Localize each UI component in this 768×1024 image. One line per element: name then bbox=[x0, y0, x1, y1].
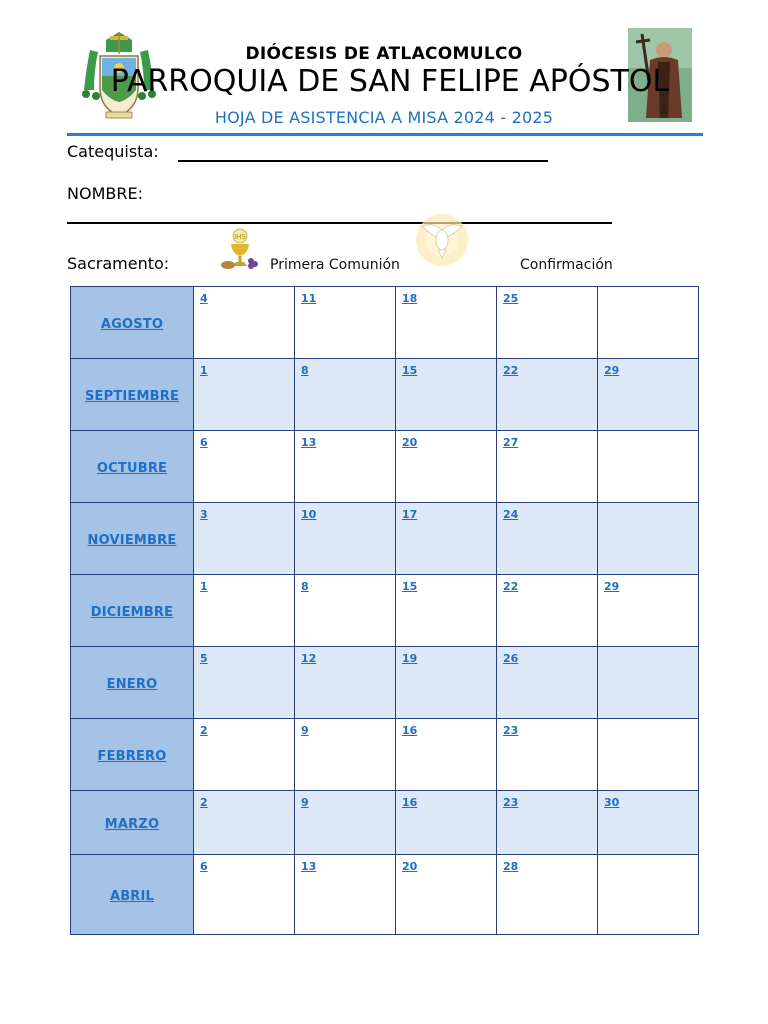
date-cell[interactable] bbox=[396, 791, 497, 855]
date-cell[interactable] bbox=[598, 791, 699, 855]
attendance-row bbox=[71, 855, 699, 935]
month-link[interactable]: SEPTIEMBRE bbox=[84, 389, 180, 404]
date-cell[interactable] bbox=[396, 575, 497, 647]
date-link[interactable]: 30 bbox=[604, 796, 620, 809]
sheet-subtitle: HOJA DE ASISTENCIA A MISA 2024 - 2025 bbox=[214, 108, 554, 127]
diocese-title: DIÓCESIS DE ATLACOMULCO bbox=[245, 44, 523, 64]
nombre-label: NOMBRE: bbox=[67, 184, 143, 203]
date-link[interactable]: 29 bbox=[604, 580, 620, 593]
month-cell bbox=[71, 647, 194, 719]
date-link[interactable]: 5 bbox=[200, 652, 208, 665]
date-link[interactable]: 15 bbox=[402, 580, 418, 593]
month-link[interactable]: NOVIEMBRE bbox=[87, 533, 177, 548]
date-link[interactable]: 16 bbox=[402, 796, 418, 809]
date-cell[interactable] bbox=[598, 359, 699, 431]
attendance-row bbox=[71, 503, 699, 575]
dove-icon bbox=[414, 212, 470, 268]
date-cell[interactable] bbox=[497, 719, 598, 791]
date-cell[interactable] bbox=[497, 647, 598, 719]
date-link[interactable]: 6 bbox=[200, 436, 208, 449]
sacramento-label: Sacramento: bbox=[67, 254, 170, 273]
svg-text:IHS: IHS bbox=[234, 233, 246, 241]
date-link[interactable]: 15 bbox=[402, 364, 418, 377]
month-cell bbox=[71, 287, 194, 359]
date-cell[interactable] bbox=[396, 359, 497, 431]
date-link[interactable]: 20 bbox=[402, 860, 418, 873]
date-cell[interactable] bbox=[194, 287, 295, 359]
date-link[interactable]: 23 bbox=[503, 724, 519, 737]
date-link[interactable]: 13 bbox=[301, 436, 317, 449]
month-cell bbox=[71, 575, 194, 647]
date-cell[interactable] bbox=[295, 719, 396, 791]
date-cell[interactable] bbox=[598, 503, 699, 575]
date-cell[interactable] bbox=[598, 287, 699, 359]
date-link[interactable]: 9 bbox=[301, 724, 309, 737]
date-link[interactable]: 29 bbox=[604, 364, 620, 377]
header-divider bbox=[67, 133, 703, 136]
date-cell[interactable] bbox=[295, 855, 396, 935]
date-cell[interactable] bbox=[598, 431, 699, 503]
date-cell[interactable] bbox=[295, 359, 396, 431]
date-cell[interactable] bbox=[295, 647, 396, 719]
date-link[interactable]: 24 bbox=[503, 508, 519, 521]
date-cell[interactable] bbox=[598, 647, 699, 719]
month-link[interactable]: ENERO bbox=[106, 677, 158, 692]
date-link[interactable]: 1 bbox=[200, 364, 208, 377]
date-link[interactable]: 2 bbox=[200, 724, 208, 737]
month-cell bbox=[71, 503, 194, 575]
date-link[interactable]: 8 bbox=[301, 580, 309, 593]
date-link[interactable]: 12 bbox=[301, 652, 317, 665]
date-link[interactable]: 25 bbox=[503, 292, 519, 305]
date-cell[interactable] bbox=[194, 431, 295, 503]
attendance-row bbox=[71, 287, 699, 359]
month-link[interactable]: OCTUBRE bbox=[96, 461, 168, 476]
chalice-icon bbox=[220, 228, 260, 272]
date-link[interactable]: 6 bbox=[200, 860, 208, 873]
date-link[interactable]: 27 bbox=[503, 436, 519, 449]
month-link[interactable]: MARZO bbox=[104, 817, 160, 832]
date-cell[interactable] bbox=[295, 287, 396, 359]
date-cell[interactable] bbox=[598, 855, 699, 935]
date-link[interactable]: 26 bbox=[503, 652, 519, 665]
date-cell[interactable] bbox=[497, 287, 598, 359]
catequista-label: Catequista: bbox=[67, 142, 159, 161]
attendance-row bbox=[71, 719, 699, 791]
date-link[interactable]: 22 bbox=[503, 364, 519, 377]
date-link[interactable]: 28 bbox=[503, 860, 519, 873]
date-cell[interactable] bbox=[194, 791, 295, 855]
attendance-row bbox=[71, 359, 699, 431]
catequista-line[interactable] bbox=[178, 160, 548, 162]
date-link[interactable]: 11 bbox=[301, 292, 317, 305]
date-cell[interactable] bbox=[194, 855, 295, 935]
date-cell[interactable] bbox=[194, 719, 295, 791]
month-link[interactable]: DICIEMBRE bbox=[90, 605, 174, 620]
date-cell[interactable] bbox=[497, 855, 598, 935]
date-link[interactable]: 23 bbox=[503, 796, 519, 809]
date-cell[interactable] bbox=[194, 575, 295, 647]
attendance-row bbox=[71, 791, 699, 855]
date-cell[interactable] bbox=[194, 359, 295, 431]
date-link[interactable]: 22 bbox=[503, 580, 519, 593]
date-cell[interactable] bbox=[497, 791, 598, 855]
option-primera-comunion[interactable]: Primera Comunión bbox=[270, 257, 400, 273]
month-link[interactable]: ABRIL bbox=[109, 889, 155, 904]
date-cell[interactable] bbox=[295, 791, 396, 855]
date-cell[interactable] bbox=[396, 855, 497, 935]
month-cell bbox=[71, 719, 194, 791]
date-cell[interactable] bbox=[396, 287, 497, 359]
date-cell[interactable] bbox=[295, 503, 396, 575]
month-link[interactable]: AGOSTO bbox=[100, 317, 164, 332]
attendance-row bbox=[71, 647, 699, 719]
date-link[interactable]: 8 bbox=[301, 364, 309, 377]
month-cell bbox=[71, 359, 194, 431]
date-cell[interactable] bbox=[497, 431, 598, 503]
date-cell[interactable] bbox=[497, 575, 598, 647]
parish-title: PARROQUIA DE SAN FELIPE APÓSTOL bbox=[110, 64, 670, 99]
date-cell[interactable] bbox=[598, 575, 699, 647]
date-link[interactable]: 20 bbox=[402, 436, 418, 449]
date-link[interactable]: 4 bbox=[200, 292, 208, 305]
nombre-line[interactable] bbox=[67, 222, 612, 224]
month-cell bbox=[71, 791, 194, 855]
date-cell[interactable] bbox=[497, 503, 598, 575]
date-cell[interactable] bbox=[396, 503, 497, 575]
date-link[interactable]: 19 bbox=[402, 652, 418, 665]
date-cell[interactable] bbox=[295, 431, 396, 503]
date-link[interactable]: 3 bbox=[200, 508, 208, 521]
date-link[interactable]: 16 bbox=[402, 724, 418, 737]
date-link[interactable]: 2 bbox=[200, 796, 208, 809]
attendance-row bbox=[71, 575, 699, 647]
date-cell[interactable] bbox=[396, 647, 497, 719]
date-link[interactable]: 18 bbox=[402, 292, 418, 305]
option-confirmacion[interactable]: Confirmación bbox=[520, 257, 613, 273]
date-cell[interactable] bbox=[396, 719, 497, 791]
date-link[interactable]: 17 bbox=[402, 508, 418, 521]
date-link[interactable]: 10 bbox=[301, 508, 317, 521]
attendance-row bbox=[71, 431, 699, 503]
date-cell[interactable] bbox=[497, 359, 598, 431]
date-cell[interactable] bbox=[598, 719, 699, 791]
date-link[interactable]: 13 bbox=[301, 860, 317, 873]
date-cell[interactable] bbox=[295, 575, 396, 647]
date-cell[interactable] bbox=[194, 647, 295, 719]
date-link[interactable]: 1 bbox=[200, 580, 208, 593]
attendance-table bbox=[70, 286, 699, 935]
date-cell[interactable] bbox=[194, 503, 295, 575]
date-link[interactable]: 9 bbox=[301, 796, 309, 809]
month-link[interactable]: FEBRERO bbox=[97, 749, 167, 764]
month-cell bbox=[71, 431, 194, 503]
date-cell[interactable] bbox=[396, 431, 497, 503]
month-cell bbox=[71, 855, 194, 935]
